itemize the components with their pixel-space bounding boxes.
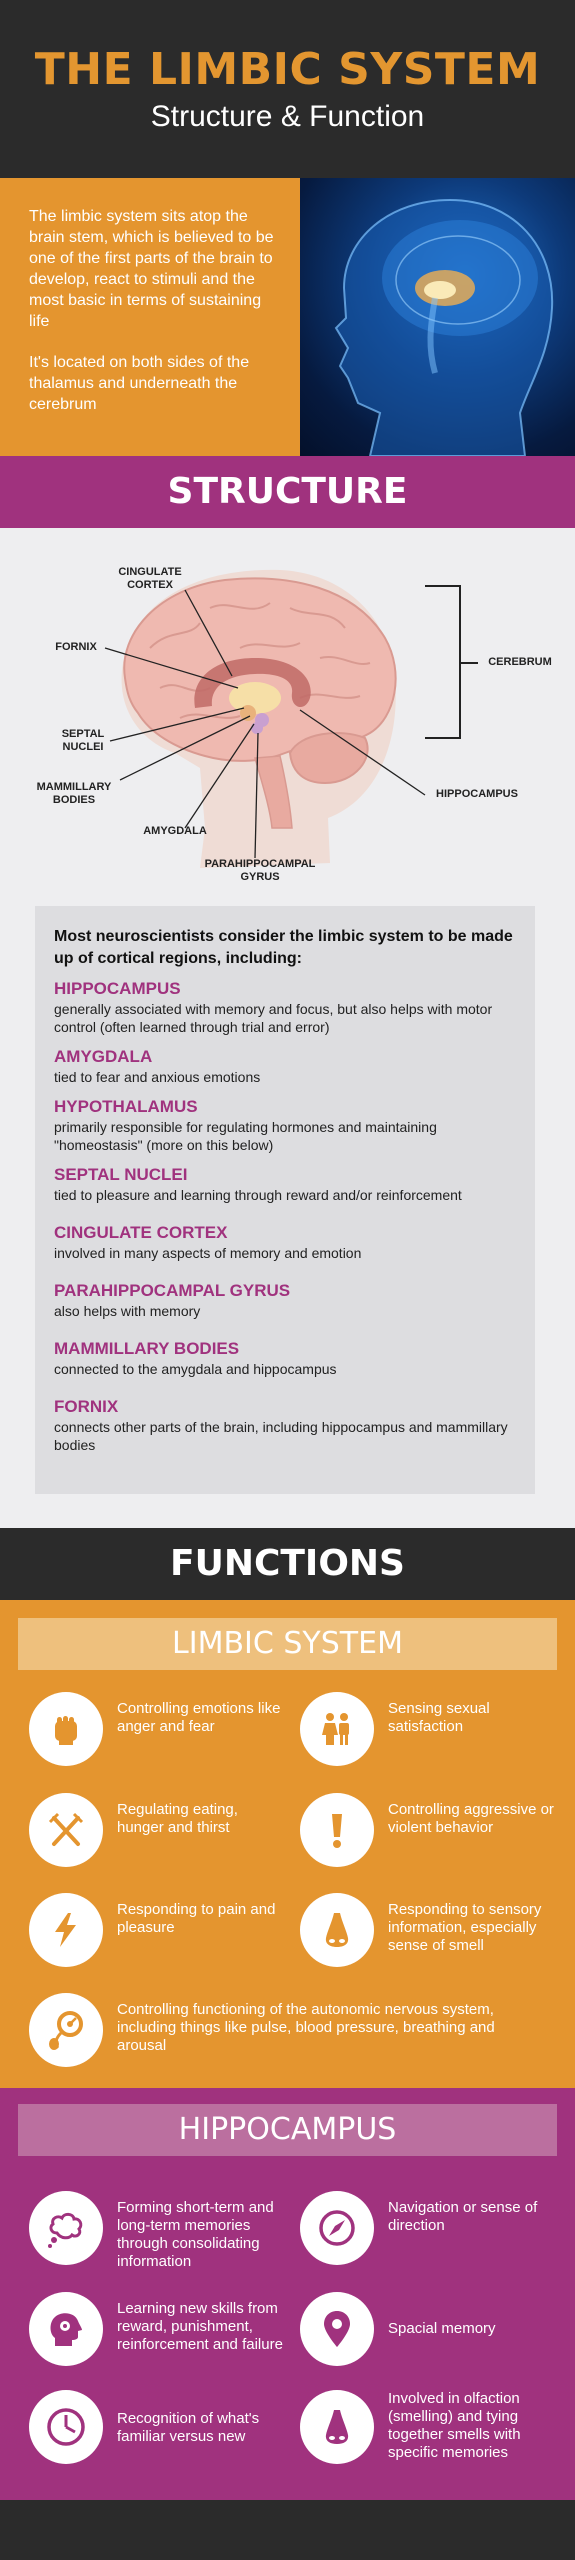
lightning-icon [29,1893,103,1967]
region-description: tied to fear and anxious emotions [54,1069,261,1085]
fist-icon [29,1692,103,1766]
hippocampus-functions-section [0,2088,575,2500]
thought-icon [29,2191,103,2265]
region-item [54,1046,524,1086]
regions-lead-text: Most neuroscientists consider the limbic system to be made up of cortical regions, including: [54,928,513,967]
function-text: Controlling emotions like anger and fear [117,1700,281,1735]
brain-diagram [0,528,575,898]
function-text: Regulating eating, hunger and thirst [117,1801,238,1836]
function-text: Learning new skills from reward, punishment, reinforcement and failure [117,2300,283,2353]
map-pin-icon [300,2292,374,2366]
nose-icon [300,1893,374,1967]
functions-heading: FUNCTIONS [0,1528,575,1600]
intro-section [0,178,575,456]
limbic-system-subheading: LIMBIC SYSTEM [18,1618,557,1670]
intro-paragraph-1: The limbic system sits atop the brain stem, which is believed to be one of the first parts of the brain to develop, react to stimuli and the most basic in terms of sustaining life [29,208,274,330]
footer-bar [0,2500,575,2560]
label-septal-nuclei: SEPTAL NUCLEI [61,728,105,753]
regions-info-box [35,906,535,1494]
region-item [54,1164,524,1204]
function-text: Navigation or sense of direction [388,2199,538,2234]
region-item [54,1396,524,1454]
region-title: FORNIX [54,1397,119,1416]
exclamation-icon [300,1793,374,1867]
function-text: Controlling aggressive or violent behavior [388,1801,554,1836]
region-description: connected to the amygdala and hippocampus [54,1361,337,1377]
region-description: also helps with memory [54,1303,201,1319]
region-title: HYPOTHALAMUS [54,1097,198,1116]
region-item [54,978,524,1036]
label-mammillary-bodies: MAMMILLARY BODIES [36,781,112,806]
region-title: CINGULATE CORTEX [54,1223,228,1242]
region-title: MAMMILLARY BODIES [54,1339,240,1358]
label-parahippocampal-gyrus: PARAHIPPOCAMPAL GYRUS [204,858,316,883]
structure-section [0,528,575,1528]
region-description: primarily responsible for regulating hormones and maintaining "homeostasis" (more on this below) [54,1119,437,1153]
function-text: Recognition of what's familiar versus new [117,2410,260,2445]
couple-icon [300,1692,374,1766]
region-title: PARAHIPPOCAMPAL GYRUS [54,1281,291,1300]
structure-heading: STRUCTURE [0,456,575,528]
intro-paragraph-2: It's located on both sides of the thalamus and underneath the cerebrum [29,354,250,413]
region-title: HIPPOCAMPUS [54,979,181,998]
fork-knife-icon [29,1793,103,1867]
function-text: Controlling functioning of the autonomic nervous system, including things like pulse, blood pressure, breathing and arousal [117,2001,495,2054]
page-subtitle: Structure & Function [150,100,425,133]
region-description: connects other parts of the brain, including hippocampus and mammillary bodies [54,1419,508,1453]
region-title: AMYGDALA [54,1047,153,1066]
function-text: Involved in olfaction (smelling) and tying together smells with specific memories [388,2390,521,2461]
label-hippocampus: HIPPOCAMPUS [436,788,518,800]
hippocampus-subheading: HIPPOCAMPUS [18,2104,557,2156]
region-item [54,1222,524,1262]
function-text: Responding to pain and pleasure [117,1901,276,1936]
head-gear-icon [29,2292,103,2366]
function-text: Spacial memory [388,2320,496,2337]
region-description: tied to pleasure and learning through reward and/or reinforcement [54,1187,462,1203]
label-fornix: FORNIX [55,641,97,653]
head-brain-image [300,178,575,456]
function-text: Forming short-term and long-term memories through consolidating information [117,2199,274,2270]
compass-icon [300,2191,374,2265]
label-amygdala: AMYGDALA [143,825,207,837]
clock-icon [29,2390,103,2464]
label-cingulate-cortex: CINGULATE CORTEX [118,566,182,591]
head-silhouette-illustration [300,178,575,456]
label-cerebrum: CEREBRUM [488,656,552,668]
region-title: SEPTAL NUCLEI [54,1165,188,1184]
region-item [54,1338,524,1378]
function-text: Sensing sexual satisfaction [388,1700,490,1735]
region-description: involved in many aspects of memory and emotion [54,1245,362,1261]
page-title: THE LIMBIC SYSTEM [34,44,541,95]
region-item [54,1096,524,1154]
blood-pressure-icon [29,1993,103,2067]
brain-illustration [0,528,575,898]
intro-text [29,206,279,435]
region-description: generally associated with memory and focus, but also helps with motor control (often learned through trial and error) [54,1001,493,1035]
nose-icon [300,2390,374,2464]
limbic-functions-section [0,1600,575,2088]
region-item [54,1280,524,1320]
function-text: Responding to sensory information, especially sense of smell [388,1901,542,1954]
header [0,0,575,178]
